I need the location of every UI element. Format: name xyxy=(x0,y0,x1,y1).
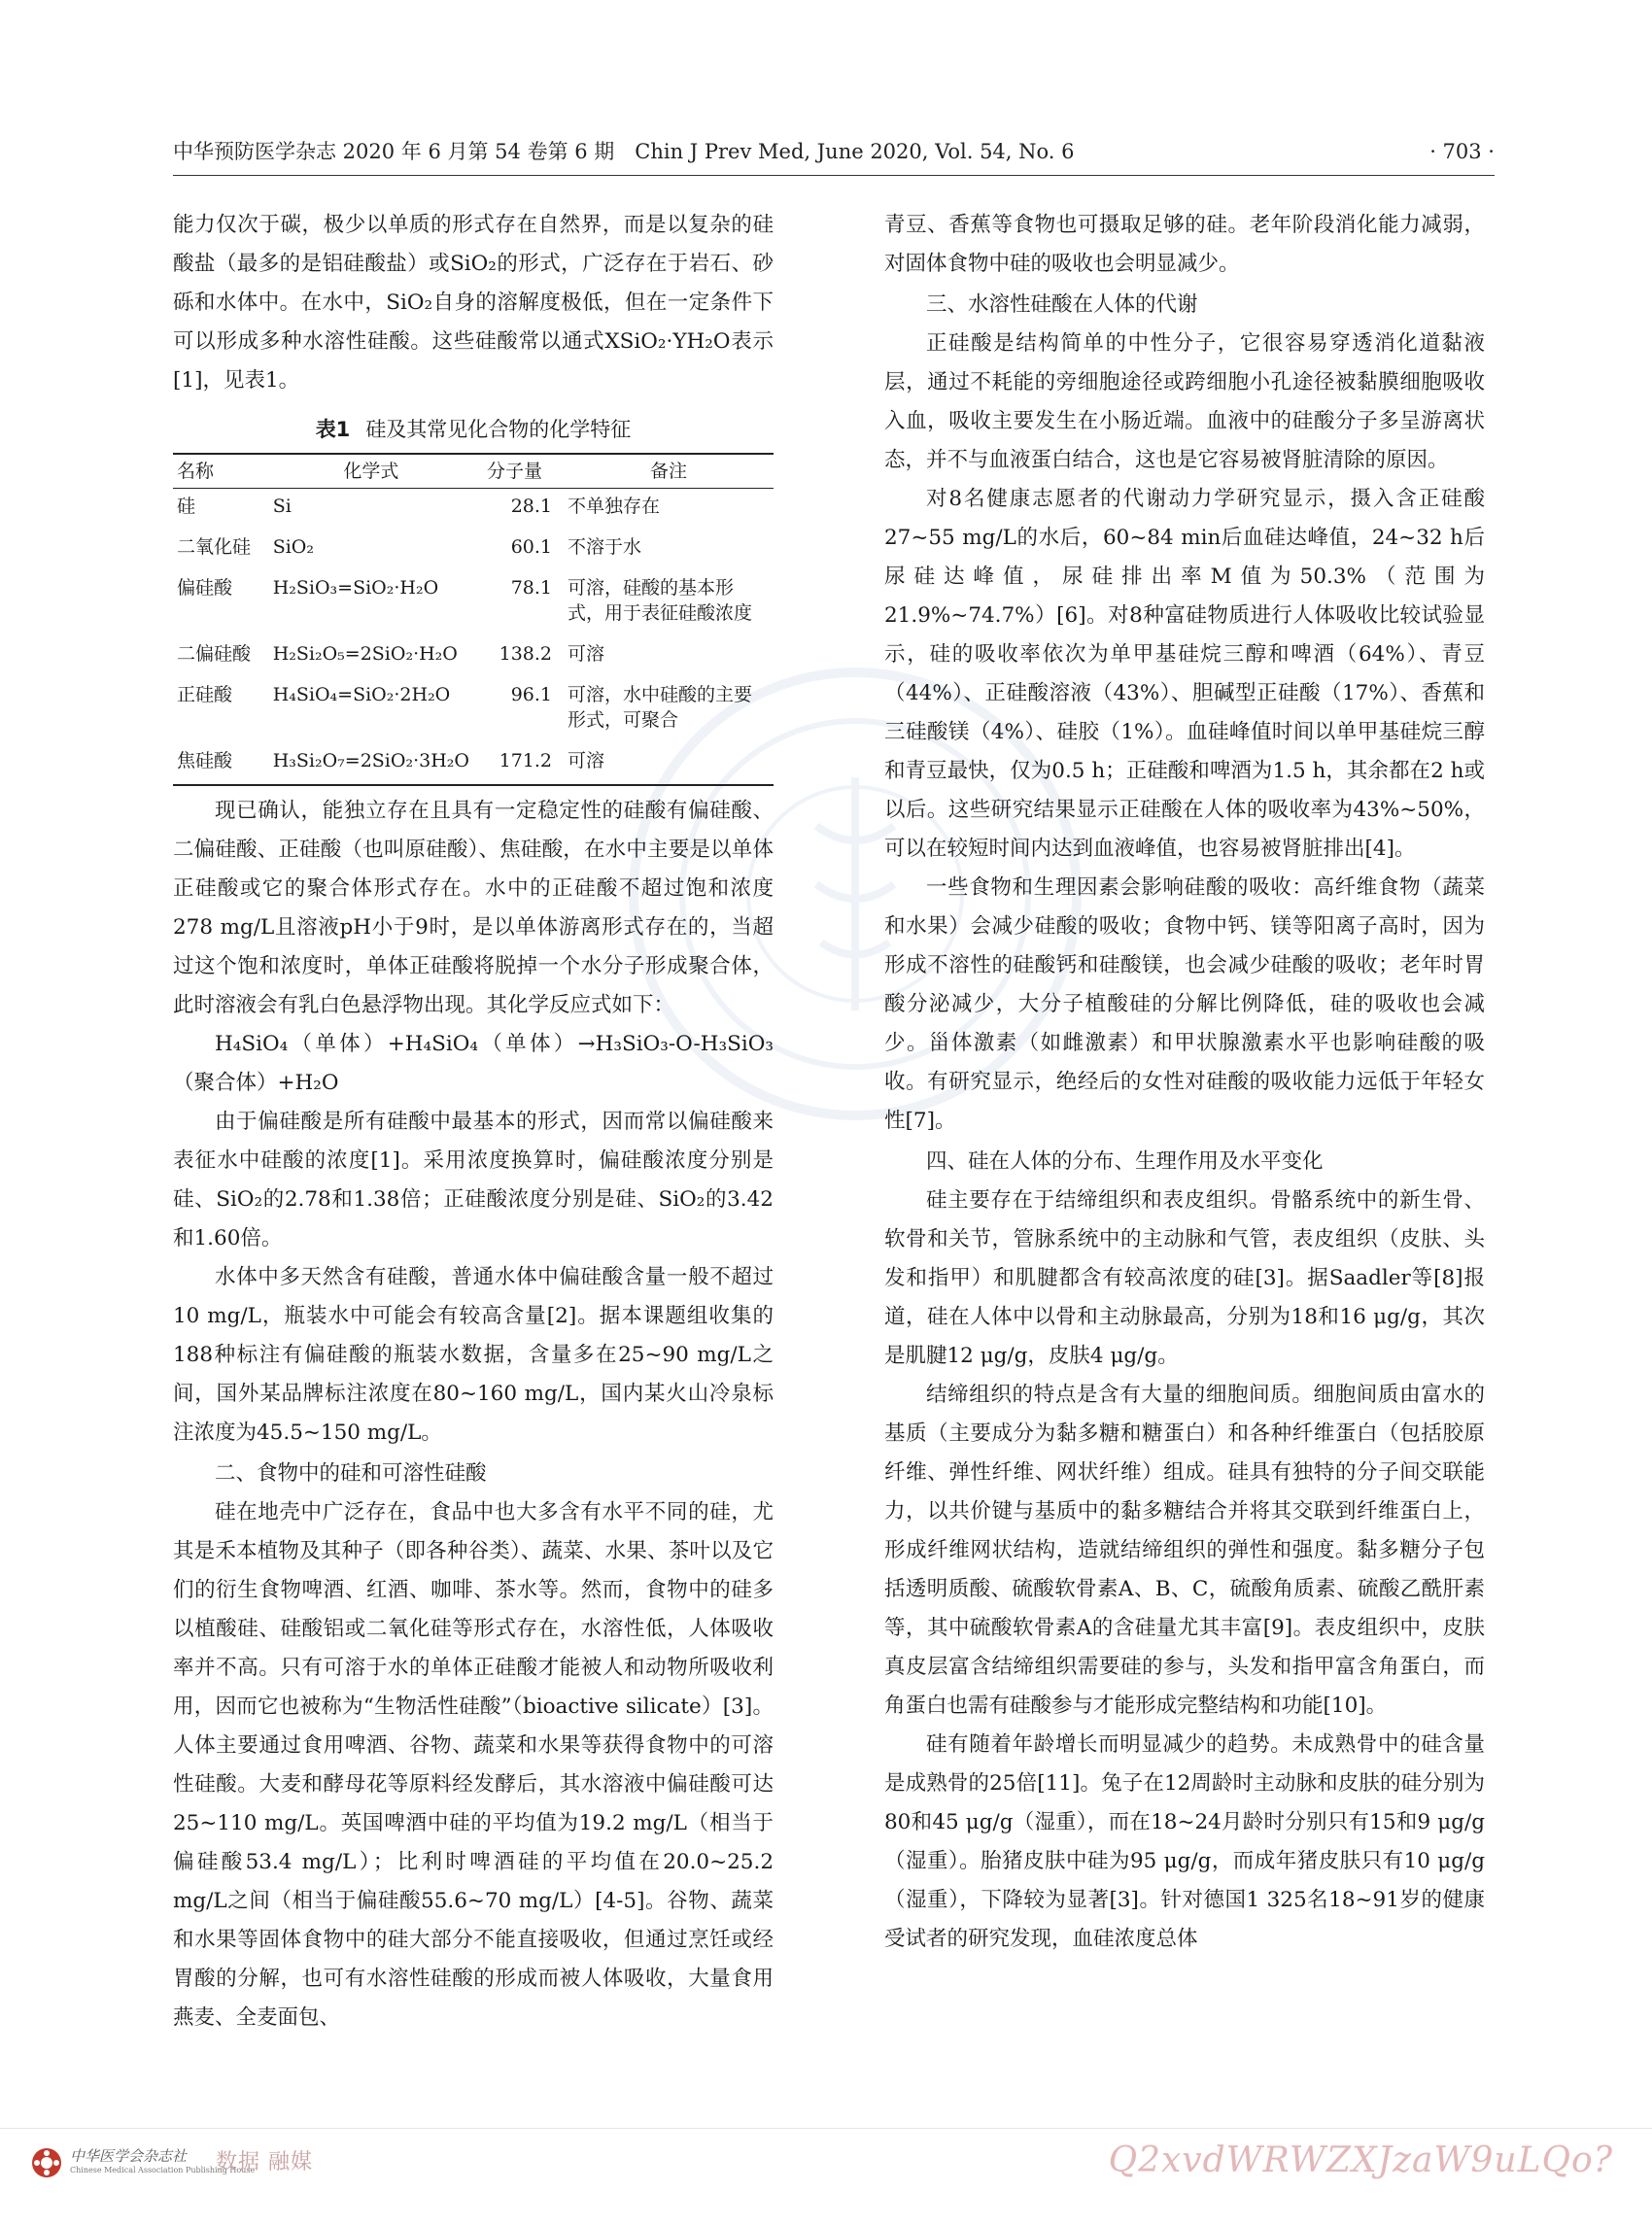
cell-note: 不溶于水 xyxy=(568,536,642,558)
cell-name: 硅 xyxy=(177,496,196,517)
section-heading: 二、食物中的硅和可溶性硅酸 xyxy=(215,1461,487,1486)
paragraph: 一些食物和生理因素会影响硅酸的吸收：高纤维食物（蔬菜和水果）会减少硅酸的吸收；食物中钙、镁等阳离子高时，因为形成不溶性的硅酸钙和硅酸镁，也会减少硅酸的吸收；老年时胃酸分泌减少，大分子植酸硅的分解比例降低，硅的吸收也会减少。甾体激素（如雌激素）和甲状腺激素水平也影响硅酸的吸收。有研究显示，绝经后的女性对硅酸的吸收能力远低于年轻女性[7]。 xyxy=(884,875,1485,1133)
journal-citation: 中华预防医学杂志 2020 年 6 月第 54 卷第 6 期 Chin J Prev Med, June 2020, Vol. 54, No. 6 xyxy=(173,140,1075,163)
table-header-row xyxy=(173,454,774,489)
table-row xyxy=(173,489,774,531)
header-divider xyxy=(173,175,1495,176)
table-1 xyxy=(173,410,774,786)
paragraph: 正硅酸是结构简单的中性分子，它很容易穿透消化道黏液层，通过不耗能的旁细胞途径或跨细胞小孔途径被黏膜细胞吸收入血，吸收主要发生在小肠近端。血液中的硅酸分子多呈游离状态，并不与血液蛋白结合，这也是它容易被肾脏清除的原因。 xyxy=(884,331,1485,472)
table-row xyxy=(173,677,774,743)
publisher-emblem-icon xyxy=(31,2147,62,2178)
paragraph: 硅主要存在于结缔组织和表皮组织。骨骼系统中的新生骨、软骨和关节，管脉系统中的主动脉和气管，表皮组织（皮肤、头发和指甲）和肌腱都含有较高浓度的硅[3]。据Saadler等[8]报道，硅在人体中以骨和主动脉最高，分别为18和16 μg/g，其次是肌腱12 μg/g，皮肤4 μg/g。 xyxy=(884,1188,1485,1368)
publisher-name-english: Chinese Medical Association Publishing House xyxy=(70,2166,256,2175)
cell-molecular-weight: 78.1 xyxy=(510,577,553,599)
publisher-name: 中华医学会杂志社 xyxy=(70,2147,188,2165)
section-heading: 四、硅在人体的分布、生理作用及水平变化 xyxy=(926,1149,1324,1174)
table-caption xyxy=(173,410,774,449)
cell-formula: Si xyxy=(272,496,292,517)
column-header-note: 备注 xyxy=(564,454,774,489)
cell-formula: H₄SiO₄=SiO₂·2H₂O xyxy=(272,684,451,705)
document-watermark-code: Q2xvdWRWZXJzaW9uLQo? xyxy=(1108,2140,1613,2180)
cell-molecular-weight: 171.2 xyxy=(473,743,564,785)
column-header-formula: 化学式 xyxy=(269,454,473,489)
cell-molecular-weight: 138.2 xyxy=(499,643,553,665)
cell-molecular-weight: 60.1 xyxy=(510,536,553,558)
table-row xyxy=(173,570,774,636)
paragraph: 能力仅次于碳，极少以单质的形式存在自然界，而是以复杂的硅酸盐（最多的是铝硅酸盐）或SiO₂的形式，广泛存在于岩石、砂砾和水体中。在水中，SiO₂自身的溶解度极低，但在一定条件下可以形成多种水溶性硅酸。这些硅酸常以通式XSiO₂·YH₂O表示[1]，见表1。 xyxy=(173,213,774,393)
cell-note: 可溶 xyxy=(564,743,774,785)
cell-note: 不单独存在 xyxy=(568,496,661,517)
cell-note: 可溶，硅酸的基本形式，用于表征硅酸浓度 xyxy=(568,577,753,624)
page-number: · 703 · xyxy=(1429,140,1495,163)
cell-name: 正硅酸 xyxy=(177,684,233,705)
paragraph: 结缔组织的特点是含有大量的细胞间质。细胞间质由富水的基质（主要成分为黏多糖和糖蛋白）和各种纤维蛋白（包括胶原纤维、弹性纤维、网状纤维）组成。硅具有独特的分子间交联能力，以共价键与基质中的黏多糖结合并将其交联到纤维蛋白上，形成纤维网状结构，造就结缔组织的弹性和强度。黏多糖分子包括透明质酸、硫酸软骨素A、B、C，硫酸角质素、硫酸乙酰肝素等，其中硫酸软骨素A的含硅量尤其丰富[9]。表皮组织中，皮肤真皮层富含结缔组织需要硅的参与，头发和指甲富含角蛋白，而角蛋白也需有硅酸参与才能形成完整结构和功能[10]。 xyxy=(884,1383,1485,1718)
brand-mark: 数据 融媒 xyxy=(216,2150,313,2175)
paragraph: 水体中多天然含有硅酸，普通水体中偏硅酸含量一般不超过10 mg/L，瓶装水中可能会有较高含量[2]。据本课题组收集的188种标注有偏硅酸的瓶装水数据，含量多在25~90 mg/L之间，国外某品牌标注浓度在80~160 mg/L，国内某火山冷泉标注浓度为45.5~150 mg/L。 xyxy=(173,1265,774,1445)
cell-formula: H₂SiO₃=SiO₂·H₂O xyxy=(272,577,439,599)
cell-formula: H₂Si₂O₅=2SiO₂·H₂O xyxy=(272,643,458,665)
paragraph: 硅有随着年龄增长而明显减少的趋势。未成熟骨中的硅含量是成熟骨的25倍[11]。兔子在12周龄时主动脉和皮肤的硅分别为80和45 μg/g（湿重），而在18~24月龄时分别只有15和9 μg/g（湿重）。胎猪皮肤中硅为95 μg/g，而成年猪皮肤只有10 μg/g（湿重），下降较为显著[3]。针对德国1 325名18~91岁的健康受试者的研究发现，血硅浓度总体 xyxy=(884,1732,1485,1951)
table-row xyxy=(173,743,774,785)
cell-note: 可溶，水中硅酸的主要形式，可聚合 xyxy=(568,684,753,731)
chemical-equation: H₄SiO₄（单体）+H₄SiO₄（单体）→H₃SiO₃-O-H₃SiO₃（聚合体）+H₂O xyxy=(173,1032,774,1095)
paragraph: 对8名健康志愿者的代谢动力学研究显示，摄入含正硅酸27~55 mg/L的水后，60~84 min后血硅达峰值，24~32 h后尿硅达峰值，尿硅排出率M值为50.3%（范围为21.9%~74.7%）[6]。对8种富硅物质进行人体吸收比较试验显示，硅的吸收率依次为单甲基硅烷三醇和啤酒（64%）、青豆（44%）、正硅酸溶液（43%）、胆碱型正硅酸（17%）、香蕉和三硅酸镁（4%）、硅胶（1%）。血硅峰值时间以单甲基硅烷三醇和青豆最快，仅为0.5 h；正硅酸和啤酒为1.5 h，其余都在2 h或以后。这些研究结果显示正硅酸在人体的吸收率为43%~50%，可以在较短时间内达到血液峰值，也容易被肾脏排出[4]。 xyxy=(884,487,1485,861)
cell-molecular-weight: 96.1 xyxy=(510,684,553,705)
cell-note: 可溶 xyxy=(568,643,605,665)
footer-divider xyxy=(0,2128,1652,2129)
section-heading: 三、水溶性硅酸在人体的代谢 xyxy=(926,292,1198,317)
cell-name: 焦硅酸 xyxy=(173,743,269,785)
cell-name: 二氧化硅 xyxy=(177,536,252,558)
paragraph: 硅在地壳中广泛存在，食品中也大多含有水平不同的硅，尤其是禾本植物及其种子（即各种谷类）、蔬菜、水果、茶叶以及它们的衍生食物啤酒、红酒、咖啡、茶水等。然而，食物中的硅多以植酸硅、硅酸铝或二氧化硅等形式存在，水溶性低，人体吸收率并不高。只有可溶于水的单体正硅酸才能被人和动物所吸收利用，因而它也被称为“生物活性硅酸”（bioactive silicate）[3]。人体主要通过食用啤酒、谷物、蔬菜和水果等获得食物中的可溶性硅酸。大麦和酵母花等原料经发酵后，其水溶液中偏硅酸可达25~110 mg/L。英国啤酒中硅的平均值为19.2 mg/L（相当于偏硅酸53.4 mg/L）；比利时啤酒硅的平均值在20.0~25.2 mg/L之间（相当于偏硅酸55.6~70 mg/L）[4-5]。谷物、蔬菜和水果等固体食物中的硅大部分不能直接吸收，但通过烹饪或经胃酸的分解，也可有水溶性硅酸的形成而被人体吸收，大量食用燕麦、全麦面包、 xyxy=(173,1500,774,2030)
column-header-name: 名称 xyxy=(173,454,269,489)
cell-name: 偏硅酸 xyxy=(177,577,233,599)
cell-molecular-weight: 28.1 xyxy=(510,496,553,517)
table-row xyxy=(173,530,774,570)
cell-formula: H₃Si₂O₇=2SiO₂·3H₂O xyxy=(269,743,473,785)
paragraph: 青豆、香蕉等食物也可摄取足够的硅。老年阶段消化能力减弱，对固体食物中硅的吸收也会明显减少。 xyxy=(884,213,1485,276)
cell-name: 二偏硅酸 xyxy=(177,643,252,665)
cell-formula: SiO₂ xyxy=(272,536,314,558)
running-header xyxy=(173,134,1495,169)
table-title: 硅及其常见化合物的化学特征 xyxy=(365,418,632,441)
chemical-properties-table xyxy=(173,453,774,786)
paragraph: 由于偏硅酸是所有硅酸中最基本的形式，因而常以偏硅酸来表征水中硅酸的浓度[1]。采用浓度换算时，偏硅酸浓度分别是硅、SiO₂的2.78和1.38倍；正硅酸浓度分别是硅、SiO₂的3.42和1.60倍。 xyxy=(173,1110,774,1250)
table-label: 表1 xyxy=(315,418,351,441)
right-column xyxy=(884,206,1485,2072)
column-header-molecular-weight: 分子量 xyxy=(473,454,564,489)
publisher-logo xyxy=(31,2143,439,2182)
left-column xyxy=(173,206,774,2072)
table-row xyxy=(173,636,774,677)
paragraph: 现已确认，能独立存在且具有一定稳定性的硅酸有偏硅酸、二偏硅酸、正硅酸（也叫原硅酸）、焦硅酸，在水中主要是以单体正硅酸或它的聚合体形式存在。水中的正硅酸不超过饱和浓度278 mg/L且溶液pH小于9时，是以单体游离形式存在的，当超过这个饱和浓度时，单体正硅酸将脱掉一个水分子形成聚合体，此时溶液会有乳白色悬浮物出现。其化学反应式如下： xyxy=(173,799,774,1017)
